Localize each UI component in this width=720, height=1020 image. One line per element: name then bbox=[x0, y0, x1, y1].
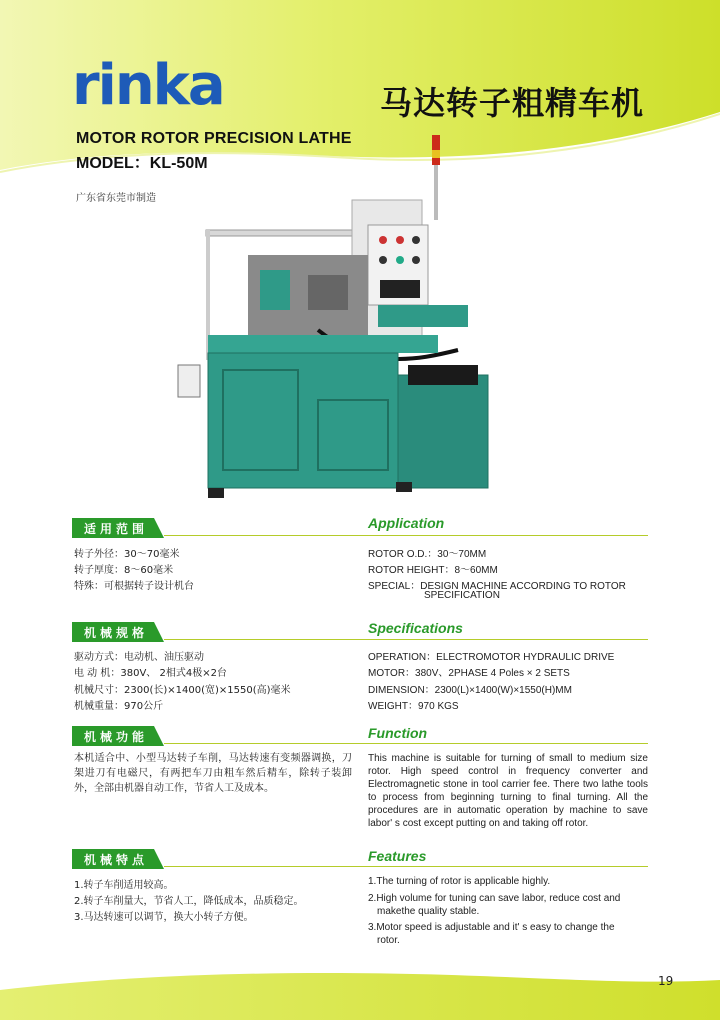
function-cn-paragraph: 本机适合中、小型马达转子车削，马达转速有变频器调换，刀架进刀有电磁尺，有两把车刀由粗车然后精车，除转子装卸外，全部由机器自动工作，节省人工及成本。 bbox=[74, 753, 352, 794]
application-en-line: ROTOR HEIGHT：8～60MM bbox=[368, 565, 498, 576]
application-en-line: ROTOR O.D.：30～70MM bbox=[368, 549, 487, 560]
section-title-cn: 适用范围 bbox=[84, 522, 149, 536]
application-cn-line: 转子外径：30～70毫米 bbox=[74, 549, 180, 560]
section-divider bbox=[164, 639, 648, 640]
features-en-line: 3.Motor speed is adjustable and it' s easy to change the bbox=[368, 922, 615, 933]
model-number: MODEL：KL-50M bbox=[76, 155, 208, 172]
section-title-en: Specifications bbox=[368, 620, 463, 636]
origin-text: 广东省东莞市制造 bbox=[76, 193, 156, 204]
section-tab-function bbox=[72, 726, 164, 746]
section-title-cn: 机械规格 bbox=[84, 626, 149, 640]
section-title-cn: 机械功能 bbox=[84, 730, 149, 744]
spec-cn-line: 电 动 机：380V、 2相式4极×2台 bbox=[74, 668, 227, 679]
spec-en-line: DIMENSION：2300(L)×1400(W)×1550(H)MM bbox=[368, 685, 572, 696]
application-en-line: SPECIAL：DESIGN MACHINE ACCORDING TO ROTOR bbox=[368, 581, 626, 592]
machine-photo bbox=[168, 130, 508, 510]
application-cn-line: 特殊：可根据转子设计机台 bbox=[74, 581, 194, 592]
section-divider bbox=[164, 535, 648, 536]
spec-cn-line: 机械尺寸：2300(长)×1400(宽)×1550(高)毫米 bbox=[74, 685, 291, 696]
brand-logo: rinka bbox=[72, 53, 224, 118]
page-title-en: MOTOR ROTOR PRECISION LATHE bbox=[76, 130, 352, 147]
page-number: 19 bbox=[658, 974, 674, 988]
section-title-en: Function bbox=[368, 725, 428, 741]
section-title-en: Application bbox=[368, 515, 445, 531]
spec-en-line: OPERATION：ELECTROMOTOR HYDRAULIC DRIVE bbox=[368, 652, 615, 663]
features-cn-line: 3.马达转速可以调节，换大小转子方便。 bbox=[74, 912, 254, 923]
features-en-line: 1.The turning of rotor is applicable highly. bbox=[368, 876, 551, 887]
function-en-paragraph: This machine is suitable for turning of small to medium size rotor. High speed control in frequency converter and Electromagnetic stone in tool carrier fee. There two lathe tools to process from beginning turning to final turning. All the procedures are in automatic operation by machine to save labor' s cost except putting on and taking off rotor. bbox=[368, 753, 648, 829]
section-divider bbox=[164, 743, 648, 744]
section-title-cn: 机械特点 bbox=[84, 853, 149, 867]
features-en-line: 2.High volume for tuning can save labor, reduce cost and bbox=[368, 893, 621, 904]
section-tab-specifications bbox=[72, 622, 164, 642]
section-divider bbox=[164, 866, 648, 867]
footer-band bbox=[0, 960, 720, 1020]
spec-cn-line: 机械重量：970公斤 bbox=[74, 701, 164, 712]
spec-en-line: MOTOR：380V、2PHASE 4 Poles × 2 SETS bbox=[368, 668, 570, 679]
application-cn-line: 转子厚度：8～60毫米 bbox=[74, 565, 174, 576]
page-title-cn: 马达转子粗精车机 bbox=[379, 84, 644, 122]
section-tab-features bbox=[72, 849, 164, 869]
features-en-line: rotor. bbox=[377, 935, 400, 946]
application-en-line: SPECIFICATION bbox=[424, 590, 500, 601]
section-tab-application bbox=[72, 518, 164, 538]
section-title-en: Features bbox=[368, 848, 427, 864]
features-en-line: makethe quality stable. bbox=[377, 906, 480, 917]
features-cn-line: 2.转子车削量大，节省人工，降低成本，品质稳定。 bbox=[74, 896, 304, 907]
spec-cn-line: 驱动方式：电动机、油压驱动 bbox=[74, 652, 204, 663]
spec-en-line: WEIGHT：970 KGS bbox=[368, 701, 459, 712]
features-cn-line: 1.转子车削适用较高。 bbox=[74, 880, 174, 891]
